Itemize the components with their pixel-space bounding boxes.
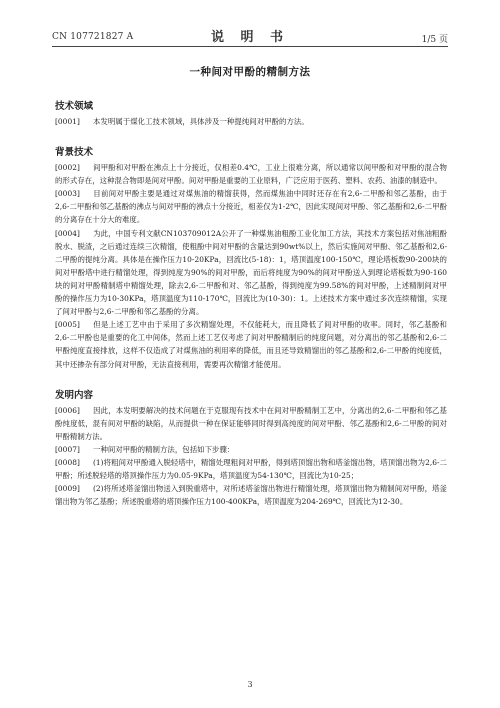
- paragraph-text: 一种间对甲酚的精制方法，包括如下步骤：: [93, 444, 235, 454]
- paragraph: [55, 482, 447, 508]
- section-heading: 背景技术: [55, 147, 94, 159]
- paragraph-number: [0009]: [55, 484, 80, 494]
- paragraph-text: 间甲酚和对甲酚在沸点上十分接近，仅相差0.4℃，工业上很难分离，所以通常以间甲酚和对甲酚的混合物的形式存在，这种混合物即是间对甲酚。间对甲酚是重要的工业原料，广泛应用于医药、塑料、农药、油漆的制造中。: [55, 163, 447, 186]
- paragraph-text: 为此，中国专利文献CN103709012A公开了一种煤焦油粗酚工业化加工方法，其技术方案包括对焦油粗酚脱水、脱渣，之后通过连续三次精馏，使粗酚中间对甲酚的含量达到90wt%以上，然后实施间对甲酚、邻乙基酚和2,6-二甲酚的提纯分离。具体是在操作压力10-20KPa，回流比(5-18)：1，塔顶温度100-150℃，理论塔板数90-200块的间对甲酚塔中进行精馏处理，得到纯度为90%的间对甲酚，而后将纯度为90%的间对甲酚送入到理论塔板数为90-160块的间对甲酚精制塔中精馏处理，除去2,6-二甲酚和对、邻乙基酚，得到纯度为99.58%的间对甲酚，上述精制间对甲酚的操作压力为10-30KPa，塔顶温度为110-170℃，回流比为(10-30)：1。上述技术方案中通过多次连续精馏，实现了间对甲酚与2,6-二甲酚和邻乙基酚的分离。: [55, 228, 447, 317]
- paragraph: [55, 456, 447, 482]
- paragraph-text: (2)将所述塔釜馏出物送入到脱重塔中，对所述塔釜馏出物进行精馏处理，塔顶馏出物为精制间对甲酚，塔釜馏出物为邻乙基酚；所述脱重塔的塔顶操作压力100-400KPa，塔顶温度为204-269℃，回流比为12-30。: [55, 484, 447, 507]
- header-divider: [52, 46, 448, 47]
- page-number: 3: [247, 680, 253, 689]
- paragraph-text: 目前间对甲酚主要是通过对煤焦油的精馏获得，然而煤焦油中同时还存在有2,6-二甲酚和邻乙基酚，由于2,6-二甲酚和邻乙基酚的沸点与间对甲酚的沸点十分接近，相差仅为1-2℃，因此实现间对甲酚、邻乙基酚和2,6-二甲酚的分离存在十分大的难度。: [55, 189, 447, 225]
- document-title: 一种间对甲酚的精制方法: [189, 66, 311, 78]
- paragraph-text: (1)将粗间对甲酚通入脱轻塔中，精馏处理粗间对甲酚，得到塔顶馏出物和塔釜馏出物，塔顶馏出物为2,6-二甲酚；所述脱轻塔的塔顶操作压力为0.05-9KPa，塔顶温度为54-130℃，回流比为10-25；: [55, 457, 447, 481]
- paragraph: [55, 318, 447, 370]
- paragraph-number: [0004]: [55, 228, 80, 238]
- paragraph-number: [0005]: [55, 320, 80, 330]
- patent-number: CN 107721827 A: [52, 32, 134, 42]
- paragraph: [55, 161, 447, 187]
- paragraph: [55, 187, 447, 226]
- paragraph: [55, 115, 447, 128]
- paragraph: [55, 404, 447, 443]
- paragraph-number: [0007]: [55, 444, 80, 454]
- section-heading: 发明内容: [55, 389, 94, 401]
- page-of-total: 1/5 页: [421, 35, 448, 45]
- paragraph-text: 但是上述工艺中由于采用了多次精馏处理，不仅能耗大，而且降低了间对甲酚的收率。同时，邻乙基酚和2,6-二甲酚也是重要的化工中间体，然而上述工艺仅考虑了间对甲酚精制后的纯度问题，对分离出的邻乙基酚和2,6-二甲酚纯度直接排放，这样不仅造成了对煤焦油的利用率的降低，而且还导致精馏出的邻乙基酚和2,6-二甲酚的纯度低，其中还掺杂有部分间对甲酚，无法直接利用，需要再次精馏才能使用。: [55, 320, 447, 369]
- paragraph: [55, 443, 447, 456]
- paragraph-number: [0002]: [55, 163, 80, 173]
- paragraph-number: [0003]: [55, 189, 80, 199]
- paragraph-text: 因此，本发明要解决的技术问题在于克服现有技术中在间对甲酚精制工艺中，分离出的2,6-二甲酚和邻乙基酚纯度低，混有间对甲酚的缺陷，从而提供一种在保证能够同时得到高纯度的间对甲酚、邻乙基酚和2,6-二甲酚的间对甲酚精制方法。: [55, 405, 447, 441]
- paragraph-number: [0008]: [55, 457, 80, 467]
- paragraph-number: [0006]: [55, 405, 80, 415]
- document-type: 说 明 书: [210, 30, 290, 45]
- paragraph: [55, 227, 447, 319]
- paragraph-number: [0001]: [55, 117, 80, 126]
- document-body: [55, 92, 447, 508]
- paragraph-text: 本发明属于煤化工技术领域，具体涉及一种提纯间对甲酚的方法。: [93, 117, 309, 126]
- page-header: [52, 26, 448, 46]
- section-heading: 技术领域: [55, 101, 94, 112]
